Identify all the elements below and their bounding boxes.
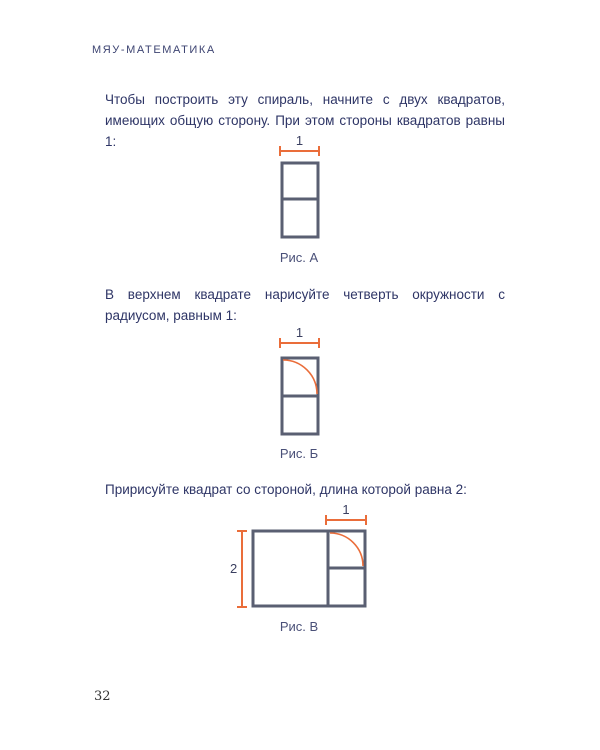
figure-a-square-top <box>282 163 318 199</box>
figure-c-square-large <box>253 531 328 606</box>
paragraph-1: Чтобы построить эту спираль, начните с двух квадратов, имеющих общую сторону. При этом стороны квадратов равны 1: <box>105 92 505 149</box>
page-number: 32 <box>94 689 111 704</box>
figure-a-caption: Рис. А <box>279 250 319 265</box>
paragraph-3: Пририсуйте квадрат со стороной, длина которой равна 2: <box>105 482 467 497</box>
figure-c-square-bottom <box>328 568 365 606</box>
figure-c-quarter-arc <box>330 533 363 566</box>
figure-b-quarter-arc <box>283 360 317 394</box>
figure-c-caption: Рис. В <box>279 619 319 634</box>
figure-a-square-bottom <box>282 199 318 237</box>
figure-b <box>270 325 330 435</box>
figure-b-square-bottom <box>282 396 318 434</box>
running-header: МЯУ-МАТЕМАТИКА <box>92 44 216 56</box>
figure-b-caption: Рис. Б <box>279 446 319 461</box>
figure-c <box>228 502 378 612</box>
figure-a-dimension-label: 1 <box>295 133 304 148</box>
figure-c-side-dimension-label: 2 <box>230 561 238 576</box>
paragraph-2: В верхнем квадрате нарисуйте четверть окружности с радиусом, равным 1: <box>105 287 505 323</box>
figure-a <box>270 133 330 243</box>
figure-c-top-dimension-label: 1 <box>342 502 350 517</box>
figure-b-dimension-label: 1 <box>295 325 304 340</box>
